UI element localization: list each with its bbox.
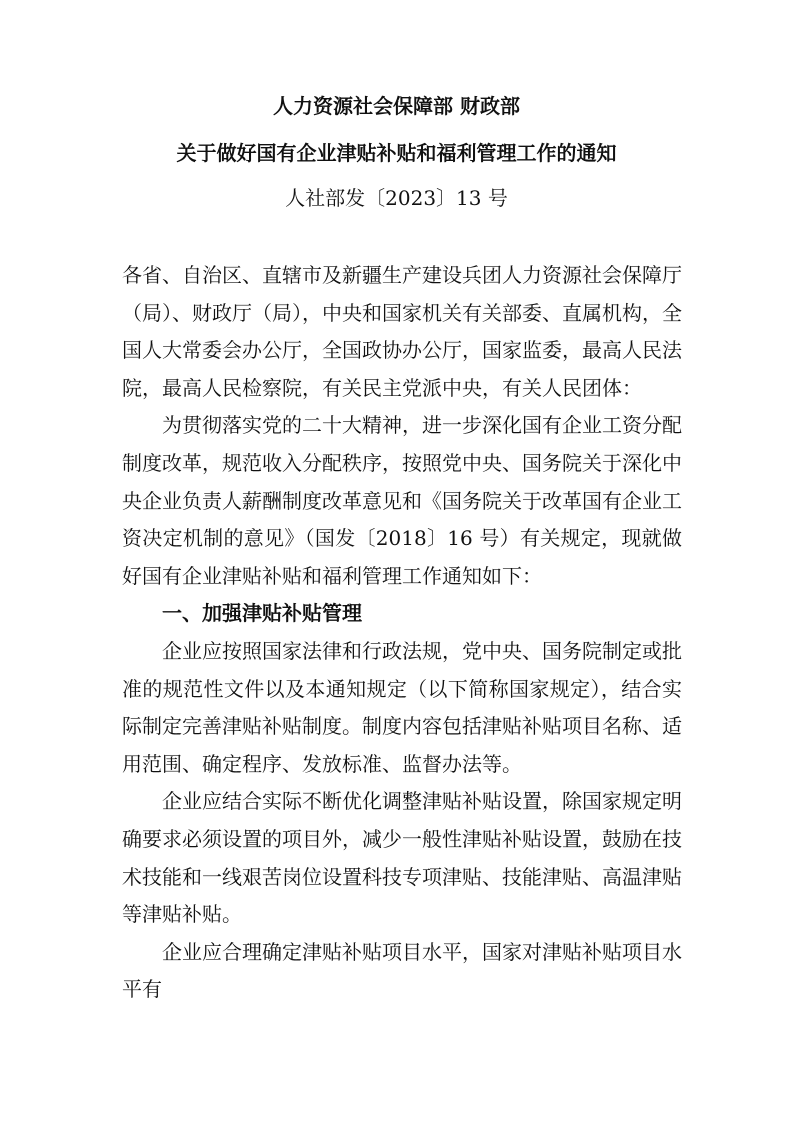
body-paragraph: 企业应结合实际不断优化调整津贴补贴设置，除国家规定明确要求必须设置的项目外，减少一般性津贴补贴设置，鼓励在技术技能和一线艰苦岗位设置科技专项津贴、技能津贴、高温津贴等津贴补贴。 <box>122 789 682 927</box>
issuer-heading: 人力资源社会保障部 财政部 <box>273 94 520 118</box>
document-title: 关于做好国有企业津贴补贴和福利管理工作的通知 <box>176 141 617 165</box>
body-paragraph: 企业应按照国家法律和行政法规，党中央、国务院制定或批准的规范性文件以及本通知规定（以下简称国家规定），结合实际制定完善津贴补贴制度。制度内容包括津贴补贴项目名称、适用范围、确定程序、发放标准、监督办法等。 <box>122 638 682 776</box>
body-paragraph: 企业应合理确定津贴补贴项目水平，国家对津贴补贴项目水平有 <box>122 939 682 1002</box>
document-body <box>122 257 682 1009</box>
document-number: 人社部发〔2023〕13 号 <box>285 186 508 210</box>
addressees-paragraph: 各省、自治区、直辖市及新疆生产建设兵团人力资源社会保障厅（局）、财政厅（局），中央和国家机关有关部委、直属机构，全国人大常委会办公厅，全国政协办公厅，国家监委，最高人民法院，最高人民检察院，有关民主党派中央，有关人民团体： <box>122 263 682 400</box>
section-heading: 一、加强津贴补贴管理 <box>162 601 362 626</box>
intro-paragraph: 为贯彻落实党的二十大精神，进一步深化国有企业工资分配制度改革，规范收入分配秩序，按照党中央、国务院关于深化中央企业负责人薪酬制度改革意见和《国务院关于改革国有企业工资决定机制的意见》（国发〔2018〕16 号）有关规定，现就做好国有企业津贴补贴和福利管理工作通知如下： <box>122 413 682 588</box>
